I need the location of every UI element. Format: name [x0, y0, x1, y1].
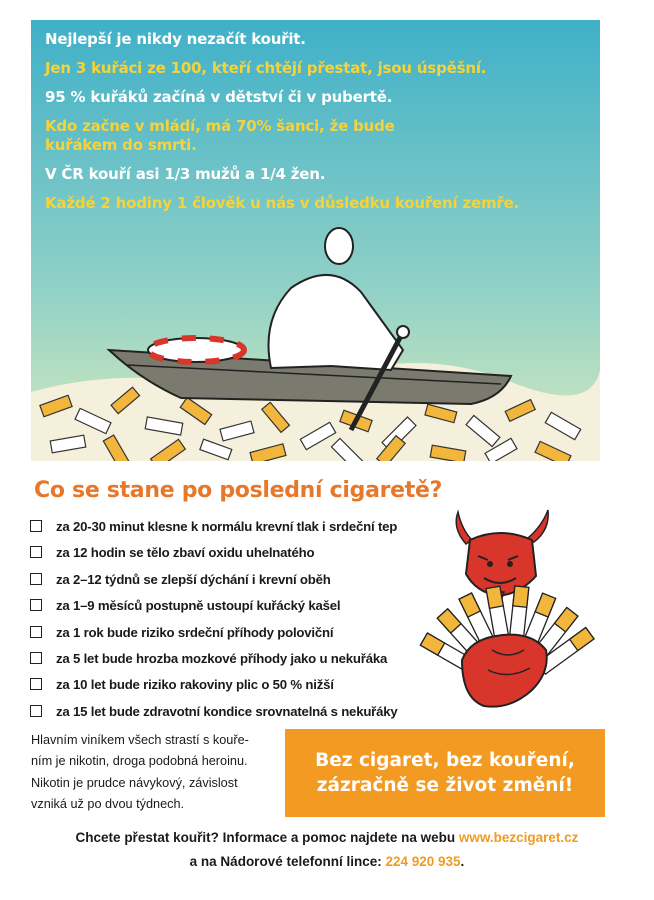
checkbox-icon	[30, 599, 42, 611]
list-item	[30, 672, 398, 698]
checkbox-icon	[30, 652, 42, 664]
step-text: za 5 let bude hrozba mozkové příhody jako u nekuřáka	[56, 650, 388, 666]
timeline-list	[30, 514, 398, 725]
paragraph-line: ním je nikotin, droga podobná heroinu.	[31, 754, 248, 769]
illustration-panel	[31, 20, 600, 461]
checkbox-icon	[30, 626, 42, 638]
footer-period: .	[460, 854, 465, 869]
footer-line-1	[0, 826, 654, 850]
list-item	[30, 514, 398, 540]
phone-number[interactable]: 224 920 935	[385, 854, 461, 869]
list-item	[30, 646, 398, 672]
step-text: za 2–12 týdnů se zlepší dýchání i krevní oběh	[56, 571, 331, 587]
checkbox-icon	[30, 678, 42, 690]
list-item	[30, 593, 398, 619]
list-item	[30, 567, 398, 593]
fact-item: V ČR kouří asi 1/3 mužů a 1/4 žen.	[45, 165, 326, 183]
website-link[interactable]: www.bezcigaret.cz	[458, 830, 579, 845]
slogan-box	[285, 729, 605, 817]
fact-item: Jen 3 kuřáci ze 100, kteří chtějí přestat, jsou úspěšní.	[45, 59, 487, 77]
checkbox-icon	[30, 520, 42, 532]
devil-hand	[462, 635, 547, 707]
step-text: za 1 rok bude riziko srdeční příhody poloviční	[56, 624, 334, 640]
contact-footer	[0, 826, 654, 874]
step-text: za 15 let bude zdravotní kondice srovnatelná s nekuřáky	[56, 703, 398, 719]
list-item	[30, 699, 398, 725]
step-text: za 20-30 minut klesne k normálu krevní tlak i srdeční tep	[56, 519, 398, 534]
fact-item: 95 % kuřáků začíná v dětství či v pubertě.	[45, 88, 393, 106]
step-text: za 10 let bude riziko rakoviny plic o 50 % nižší	[56, 677, 334, 693]
paragraph-line: Hlavním viníkem všech strastí s kouře-	[31, 733, 249, 747]
nicotine-paragraph	[31, 730, 281, 815]
step-text: za 1–9 měsíců postupně ustoupí kuřácký kašel	[56, 598, 341, 614]
checkbox-icon	[30, 705, 42, 717]
footer-text: a na Nádorové telefonní lince:	[189, 854, 386, 869]
fact-item: Kdo začne v mládí, má 70% šanci, že bude kuřákem do smrti.	[45, 117, 395, 154]
footer-text: Chcete přestat kouřit? Informace a pomoc najdete na webu	[75, 830, 459, 845]
fact-item: Nejlepší je nikdy nezačít kouřit.	[45, 30, 306, 48]
checkbox-icon	[30, 573, 42, 585]
checkbox-icon	[30, 546, 42, 558]
list-item	[30, 620, 398, 646]
devil-illustration	[400, 500, 600, 715]
devil-head	[456, 510, 548, 604]
paragraph-line: vzniká už po dvou týdnech.	[31, 796, 185, 811]
step-text: za 12 hodin se tělo zbaví oxidu uhelnatého	[56, 545, 315, 561]
list-item	[30, 540, 398, 566]
section-heading: Co se stane po poslední cigaretě?	[34, 478, 443, 503]
paragraph-line: Nikotin je prudce návykový, závislost	[31, 775, 238, 790]
slogan-line-1: Bez cigaret, bez kouření,	[315, 750, 575, 771]
facts-list	[45, 30, 590, 223]
footer-line-2	[0, 850, 654, 874]
slogan-line-2: zázračně se život změní!	[316, 775, 574, 796]
fact-item: Každé 2 hodiny 1 člověk u nás v důsledku kouření zemře.	[45, 194, 520, 212]
